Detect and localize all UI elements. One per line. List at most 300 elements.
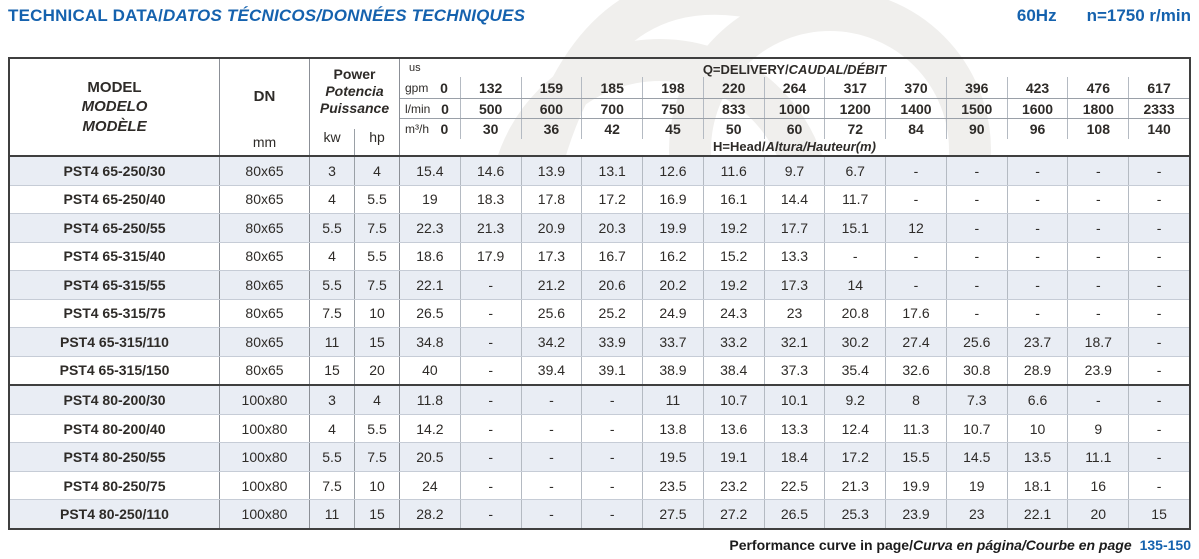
head-value-cell: 19.2 (703, 214, 764, 242)
flow-row-m3h (400, 119, 1189, 139)
head-value-cell: - (1067, 214, 1128, 242)
head-value-cell: - (460, 472, 521, 500)
head-value-cell: - (1067, 386, 1128, 414)
hp-cell: 15 (355, 500, 400, 528)
dn-cell: 80x65 (220, 186, 310, 214)
head-value-cell: 11.1 (1067, 443, 1128, 471)
table-row (10, 414, 1189, 443)
head-value-cell: - (1007, 157, 1068, 185)
kw-cell: 4 (310, 243, 355, 271)
head-value-cell: 35.4 (824, 357, 885, 385)
operating-conditions (1017, 6, 1191, 26)
table-row (10, 242, 1189, 271)
head-value-cell: 18.7 (1067, 328, 1128, 356)
kw-cell: 4 (310, 186, 355, 214)
head-value-cell: 18.6 (416, 248, 444, 265)
head-value-cell: 12 (885, 214, 946, 242)
head-value-cell: - (946, 157, 1007, 185)
flow-value-lmin: 1200 (824, 99, 885, 118)
head-value-cell: 20.2 (642, 271, 703, 299)
head-value-cell: 9.2 (824, 386, 885, 414)
head-value-cell: 6.7 (824, 157, 885, 185)
head-value-cell: 30.2 (824, 328, 885, 356)
head-value-cell: - (1128, 386, 1189, 414)
head-value-cell: 15.1 (824, 214, 885, 242)
technical-data-table (8, 57, 1191, 530)
head-value-cell: - (460, 300, 521, 328)
head-value-cell: 15.5 (885, 443, 946, 471)
head-value-cell: 20.5 (416, 449, 444, 466)
model-cell: PST4 65-315/110 (10, 328, 220, 356)
kw-cell: 7.5 (310, 300, 355, 328)
dn-cell: 80x65 (220, 300, 310, 328)
usgpm-zero-value: 0 (440, 79, 448, 96)
head-value-cell: 34.8 (416, 333, 444, 350)
flow-value-lmin: 750 (642, 99, 703, 118)
head-value-cell: 21.2 (521, 271, 582, 299)
flow-value-lmin: 1800 (1067, 99, 1128, 118)
head-value-cell: 19.5 (642, 443, 703, 471)
head-value-cell: 17.8 (521, 186, 582, 214)
table-row (10, 471, 1189, 500)
model-cell: PST4 65-315/75 (10, 300, 220, 328)
head-value-cell: - (1128, 186, 1189, 214)
head-value-cell: - (1128, 214, 1189, 242)
head-value-cell: - (1128, 472, 1189, 500)
head-value-cell: 14.4 (764, 186, 825, 214)
head-value-cell: 32.6 (885, 357, 946, 385)
head-value-cell: 10 (1007, 415, 1068, 443)
lmin-zero-value: 0 (441, 100, 449, 117)
model-cell: PST4 80-200/30 (10, 386, 220, 414)
flow-value-usgpm: 220 (703, 77, 764, 98)
table-header (10, 59, 1189, 157)
head-value-cell: - (946, 300, 1007, 328)
head-value-cell: 19.9 (642, 214, 703, 242)
head-value-cell: 33.2 (703, 328, 764, 356)
head-value-cell: 16.2 (642, 243, 703, 271)
head-value-cell: - (1067, 157, 1128, 185)
flow-value-lmin: 1400 (885, 99, 946, 118)
head-value-cell: - (460, 357, 521, 385)
table-row (10, 384, 1189, 414)
head-value-cell: 17.9 (460, 243, 521, 271)
head-value-cell: - (1007, 271, 1068, 299)
m3h-unit-cell (400, 119, 460, 139)
flow-value-lmin: 1500 (946, 99, 1007, 118)
head-value-cell: 28.2 (416, 506, 444, 523)
head-value-cell: 23.9 (1067, 357, 1128, 385)
head-value-cell: 27.5 (642, 500, 703, 528)
model-label-en: MODEL (87, 78, 142, 96)
head-value-cell: - (885, 243, 946, 271)
dn-cell: 100x80 (220, 472, 310, 500)
lmin-unit-label: l/min (405, 101, 431, 116)
head-value-cell: 12.6 (642, 157, 703, 185)
delivery-header (400, 59, 1189, 155)
head-value-cell: - (1128, 271, 1189, 299)
model-cell: PST4 80-200/40 (10, 415, 220, 443)
head-value-cell: 25.6 (521, 300, 582, 328)
head-value-cell: 11 (642, 386, 703, 414)
flow-value-usgpm: 317 (824, 77, 885, 98)
hp-cell: 7.5 (355, 443, 400, 471)
page-title (8, 6, 525, 26)
head-value-cell: - (521, 500, 582, 528)
head-value-cell: - (885, 186, 946, 214)
flow-value-m3h: 36 (521, 119, 582, 139)
head-value-cell: 23.7 (1007, 328, 1068, 356)
flow-row-lmin (400, 99, 1189, 119)
kw-cell: 11 (310, 500, 355, 528)
head-value-cell: 7.3 (946, 386, 1007, 414)
table-row (10, 213, 1189, 242)
flow-value-usgpm: 132 (460, 77, 521, 98)
hp-cell: 5.5 (355, 243, 400, 271)
head-value-cell: - (1128, 300, 1189, 328)
flow-value-lmin: 1600 (1007, 99, 1068, 118)
head-value-cell: - (460, 386, 521, 414)
head-value-cell: 19 (422, 191, 438, 208)
head-value-cell: 6.6 (1007, 386, 1068, 414)
hp-cell: 5.5 (355, 415, 400, 443)
hp-cell: 10 (355, 300, 400, 328)
head-value-cell: 10.7 (946, 415, 1007, 443)
head-value-cell: - (581, 443, 642, 471)
model-cell: PST4 65-315/55 (10, 271, 220, 299)
flow-value-lmin: 2333 (1128, 99, 1189, 118)
flow-value-m3h: 45 (642, 119, 703, 139)
model-cell: PST4 65-250/30 (10, 157, 220, 185)
hp-cell: 4 (355, 157, 400, 185)
head-value-cell: 19.9 (885, 472, 946, 500)
head-value-cell: 23.2 (703, 472, 764, 500)
head-value-cell: 19.2 (703, 271, 764, 299)
delivery-title-row (400, 59, 1189, 77)
model-cell: PST4 65-250/55 (10, 214, 220, 242)
kw-cell: 15 (310, 357, 355, 385)
flow-value-usgpm: 159 (521, 77, 582, 98)
head-value-cell: - (460, 500, 521, 528)
flow-value-usgpm: 198 (642, 77, 703, 98)
head-value-cell: 10.1 (764, 386, 825, 414)
head-value-cell: 38.9 (642, 357, 703, 385)
head-value-cell: 11.6 (703, 157, 764, 185)
head-value-cell: 33.9 (581, 328, 642, 356)
flow-value-m3h: 60 (764, 119, 825, 139)
head-value-cell: - (521, 472, 582, 500)
head-value-cell: 10.7 (703, 386, 764, 414)
head-value-cell: 13.3 (764, 415, 825, 443)
head-value-cell: 16.9 (642, 186, 703, 214)
dn-cell: 80x65 (220, 271, 310, 299)
head-value-cell: 23 (946, 500, 1007, 528)
dn-column-header (220, 59, 310, 155)
head-value-cell: 16.1 (703, 186, 764, 214)
power-unit-row (310, 129, 399, 155)
kw-cell: 11 (310, 328, 355, 356)
power-label-fr: Puissance (319, 100, 390, 117)
dn-cell: 80x65 (220, 357, 310, 385)
head-value-cell: 26.5 (764, 500, 825, 528)
head-value-cell: 17.3 (521, 243, 582, 271)
head-value-cell: 23.5 (642, 472, 703, 500)
head-value-cell: 40 (422, 362, 438, 379)
head-value-cell: - (1128, 357, 1189, 385)
head-value-cell: 28.9 (1007, 357, 1068, 385)
delivery-title-en: Q=DELIVERY/ (702, 62, 789, 77)
footer-label-en: Performance curve in page/ (729, 537, 913, 553)
head-value-cell: 13.3 (764, 243, 825, 271)
kw-cell: 5.5 (310, 271, 355, 299)
hp-cell: 7.5 (355, 214, 400, 242)
head-value-cell: 37.3 (764, 357, 825, 385)
head-value-cell: - (581, 386, 642, 414)
footer-page-range: 135-150 (1139, 537, 1191, 553)
flow-value-lmin: 700 (581, 99, 642, 118)
dn-cell: 100x80 (220, 386, 310, 414)
head-value-cell: 23 (764, 300, 825, 328)
table-row (10, 356, 1189, 385)
head-value-cell: 15.2 (703, 243, 764, 271)
dn-cell: 80x65 (220, 328, 310, 356)
model-column-header (10, 59, 220, 155)
head-value-cell: 8 (885, 386, 946, 414)
head-value-cell: - (1067, 300, 1128, 328)
head-value-cell: - (521, 386, 582, 414)
flow-value-m3h: 96 (1007, 119, 1068, 139)
flow-value-m3h: 50 (703, 119, 764, 139)
model-cell: PST4 80-250/75 (10, 472, 220, 500)
flow-value-usgpm: 185 (581, 77, 642, 98)
head-value-cell: - (1067, 243, 1128, 271)
head-value-cell: 24.9 (642, 300, 703, 328)
model-cell: PST4 65-315/150 (10, 357, 220, 385)
head-value-cell: - (1128, 157, 1189, 185)
head-value-cell: 26.5 (416, 305, 444, 322)
flow-value-m3h: 72 (824, 119, 885, 139)
head-value-cell: 9.7 (764, 157, 825, 185)
model-cell: PST4 80-250/110 (10, 500, 220, 528)
kw-cell: 4 (310, 415, 355, 443)
head-value-cell: 24.3 (703, 300, 764, 328)
table-row (10, 157, 1189, 185)
table-row (10, 442, 1189, 471)
head-value-cell: 20.3 (581, 214, 642, 242)
head-value-cell: - (1128, 243, 1189, 271)
head-value-cell: - (521, 415, 582, 443)
head-value-cell: 20.8 (824, 300, 885, 328)
head-value-cell: - (1007, 300, 1068, 328)
head-value-cell: - (460, 443, 521, 471)
head-value-cell: - (581, 500, 642, 528)
page-title-en: TECHNICAL DATA/ (8, 6, 164, 25)
head-value-cell: 25.3 (824, 500, 885, 528)
head-value-cell: 19.1 (703, 443, 764, 471)
head-title-en: H=Head/ (713, 139, 766, 154)
head-value-cell: - (946, 271, 1007, 299)
head-value-cell: 23.9 (885, 500, 946, 528)
table-body (10, 157, 1189, 528)
head-value-cell: 14.2 (416, 420, 444, 437)
flow-value-lmin: 833 (703, 99, 764, 118)
head-value-cell: 24 (422, 477, 438, 494)
power-label-es: Potencia (325, 83, 384, 100)
head-value-cell: - (1007, 243, 1068, 271)
head-value-cell: - (1067, 271, 1128, 299)
head-value-cell: 18.1 (1007, 472, 1068, 500)
head-value-cell: 16 (1067, 472, 1128, 500)
hp-cell: 7.5 (355, 271, 400, 299)
head-value-cell: - (1067, 186, 1128, 214)
frequency-value: 60Hz (1016, 6, 1057, 25)
head-value-cell: - (946, 243, 1007, 271)
head-value-cell: 17.6 (885, 300, 946, 328)
model-cell: PST4 65-315/40 (10, 243, 220, 271)
hp-unit-label: hp (354, 129, 399, 155)
head-value-cell: 25.2 (581, 300, 642, 328)
kw-cell: 3 (310, 386, 355, 414)
head-value-cell: 30.8 (946, 357, 1007, 385)
head-value-cell: 13.5 (1007, 443, 1068, 471)
hp-cell: 15 (355, 328, 400, 356)
flow-value-lmin: 500 (460, 99, 521, 118)
table-row (10, 299, 1189, 328)
head-value-cell: 17.2 (824, 443, 885, 471)
head-value-cell: 21.3 (824, 472, 885, 500)
head-value-cell: 11.7 (824, 186, 885, 214)
m3h-zero-value: 0 (440, 121, 449, 137)
kw-cell: 5.5 (310, 443, 355, 471)
head-value-cell: 20.9 (521, 214, 582, 242)
head-value-cell: - (460, 328, 521, 356)
head-value-cell: 19 (946, 472, 1007, 500)
head-value-cell: 13.1 (581, 157, 642, 185)
head-value-cell: - (521, 443, 582, 471)
footer-label-intl: Curva en página/Courbe en page (913, 537, 1132, 553)
dn-unit-label: mm (252, 134, 277, 150)
flow-value-m3h: 90 (946, 119, 1007, 139)
head-value-cell: - (1007, 186, 1068, 214)
head-value-cell: 9 (1067, 415, 1128, 443)
kw-unit-label: kw (323, 129, 341, 145)
head-value-cell: 18.4 (764, 443, 825, 471)
model-cell: PST4 80-250/55 (10, 443, 220, 471)
head-value-cell: 13.6 (703, 415, 764, 443)
head-value-cell: 17.3 (764, 271, 825, 299)
model-label-fr: MODÈLE (82, 117, 147, 135)
head-value-cell: - (885, 271, 946, 299)
flow-value-usgpm: 396 (946, 77, 1007, 98)
head-title-intl: Altura/Hauteur(m) (765, 139, 876, 154)
head-value-cell: 15 (1128, 500, 1189, 528)
head-value-cell: 22.5 (764, 472, 825, 500)
dn-cell: 100x80 (220, 443, 310, 471)
head-value-cell: 20 (1067, 500, 1128, 528)
flow-row-usgpm (400, 77, 1189, 99)
head-value-cell: 12.4 (824, 415, 885, 443)
head-value-cell: - (946, 214, 1007, 242)
dn-cell: 100x80 (220, 500, 310, 528)
dn-cell: 80x65 (220, 157, 310, 185)
head-value-cell: 15.4 (416, 162, 444, 179)
head-value-cell: 25.6 (946, 328, 1007, 356)
head-value-cell: 22.1 (1007, 500, 1068, 528)
table-row (10, 327, 1189, 356)
usgpm-unit-label: gpm (405, 80, 429, 95)
kw-cell: 7.5 (310, 472, 355, 500)
dn-cell: 80x65 (220, 214, 310, 242)
model-cell: PST4 65-250/40 (10, 186, 220, 214)
hp-cell: 10 (355, 472, 400, 500)
head-value-cell: 20.6 (581, 271, 642, 299)
dn-label: DN (253, 88, 276, 105)
hp-cell: 5.5 (355, 186, 400, 214)
flow-value-m3h: 140 (1128, 119, 1189, 139)
head-value-cell: 17.2 (581, 186, 642, 214)
power-labels (310, 59, 399, 129)
head-value-cell: 39.1 (581, 357, 642, 385)
performance-curve-note (729, 537, 1191, 553)
flow-value-m3h: 42 (581, 119, 642, 139)
head-value-cell: 14.6 (460, 157, 521, 185)
kw-cell: 3 (310, 157, 355, 185)
flow-value-usgpm: 476 (1067, 77, 1128, 98)
head-value-cell: 16.7 (581, 243, 642, 271)
flow-value-lmin: 1000 (764, 99, 825, 118)
flow-value-usgpm: 370 (885, 77, 946, 98)
head-value-cell: 14 (824, 271, 885, 299)
delivery-title-intl: CAUDAL/DÉBIT (788, 62, 887, 77)
head-value-cell: 39.4 (521, 357, 582, 385)
table-row (10, 270, 1189, 299)
head-value-cell: - (581, 472, 642, 500)
lmin-unit-cell (400, 99, 460, 118)
head-value-cell: - (1007, 214, 1068, 242)
speed-value: n=1750 r/min (1086, 6, 1191, 25)
flow-value-m3h: 30 (460, 119, 521, 139)
head-value-cell: - (581, 415, 642, 443)
head-value-cell: - (1128, 415, 1189, 443)
flow-value-m3h: 108 (1067, 119, 1128, 139)
flow-value-usgpm: 617 (1128, 77, 1189, 98)
dn-cell: 100x80 (220, 415, 310, 443)
table-row (10, 499, 1189, 528)
head-value-cell: - (1128, 328, 1189, 356)
head-value-cell: - (1128, 443, 1189, 471)
dn-cell: 80x65 (220, 243, 310, 271)
head-value-cell: - (460, 271, 521, 299)
head-value-cell: 17.7 (764, 214, 825, 242)
head-value-cell: 22.1 (416, 276, 444, 293)
kw-cell: 5.5 (310, 214, 355, 242)
head-value-cell: 13.8 (642, 415, 703, 443)
head-value-cell: 38.4 (703, 357, 764, 385)
model-label-es: MODELO (81, 98, 148, 116)
page-title-intl: DATOS TÉCNICOS/DONNÉES TECHNIQUES (163, 6, 526, 25)
usgpm-unit-cell (400, 77, 460, 98)
flow-value-lmin: 600 (521, 99, 582, 118)
hp-cell: 20 (355, 357, 400, 385)
head-value-cell: 18.3 (460, 186, 521, 214)
head-value-cell: 27.2 (703, 500, 764, 528)
flow-value-m3h: 84 (885, 119, 946, 139)
head-value-cell: 13.9 (521, 157, 582, 185)
m3h-unit-label: m³/h (405, 122, 429, 136)
head-value-cell: - (824, 243, 885, 271)
power-label-en: Power (333, 66, 376, 82)
us-gpm-top-label: us (409, 62, 421, 74)
